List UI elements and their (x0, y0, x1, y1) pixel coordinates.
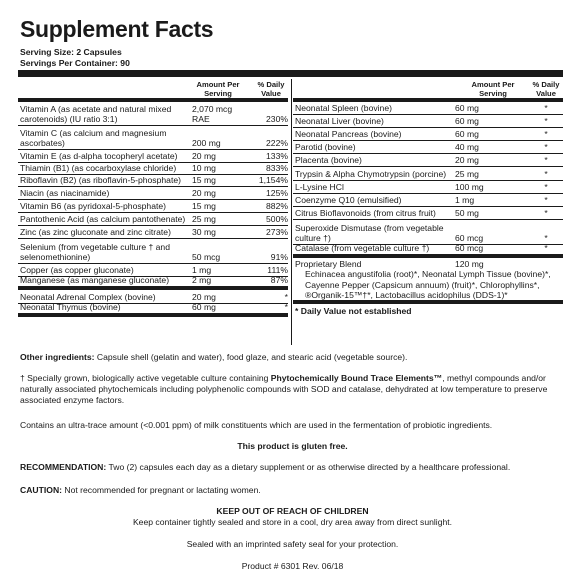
product-number: Product # 6301 Rev. 06/18 (241, 561, 344, 571)
nutrient-name: Vitamin A (as acetate and natural mixed carotenoids) (IU ratio 3:1) (20, 104, 172, 124)
nutrient-name: Zinc (as zinc gluconate and zinc citrate) (20, 227, 171, 237)
blend-amount: 120 mg (455, 259, 484, 269)
caution-text: Not recommended for pregnant or lactating women. (64, 485, 261, 495)
nutrient-amount: 20 mg (192, 188, 216, 198)
nutrient-amount: 10 mg (192, 163, 216, 173)
facts-column-right (293, 79, 563, 316)
nutrient-dv: * (544, 243, 548, 253)
nutrient-dv: * (544, 182, 548, 192)
nutrient-amount: 20 mg (192, 151, 216, 161)
dv-header: % Daily Value (257, 80, 285, 98)
nutrient-amount: 50 mcg (192, 252, 221, 262)
nutrient-row (293, 154, 563, 167)
nutrient-name: Coenzyme Q10 (emulsified) (295, 195, 402, 205)
nutrient-name: Manganese (as manganese gluconate) (20, 275, 170, 285)
nutrient-name: Copper (as copper gluconate) (20, 265, 134, 275)
other-ingredients-text: Capsule shell (gelatin and water), food glaze, and stearic acid (vegetable source). (96, 352, 408, 362)
nutrient-name: Riboflavin (B2) (as riboflavin-5-phosphate) (20, 175, 181, 185)
facts-column-left (18, 79, 288, 317)
nutrient-name: Neonatal Adrenal Complex (bovine) (20, 292, 156, 302)
nutrient-row (18, 200, 288, 213)
nutrient-dv: 273% (266, 227, 288, 237)
nutrient-row (18, 213, 288, 226)
nutrient-amount: 100 mg (455, 182, 484, 192)
nutrient-name: Vitamin E (as d-alpha tocopheryl acetate) (20, 151, 178, 161)
recommendation-label: RECOMMENDATION: (20, 462, 107, 472)
recommendation (20, 462, 565, 473)
sealed-note: Sealed with an imprinted safety seal for your protection. (186, 539, 399, 549)
nutrient-name: Trypsin & Alpha Chymotrypsin (porcine) (295, 169, 447, 179)
nutrient-row (18, 239, 288, 264)
nutrient-name: Thiamin (B1) (as cocarboxylase chloride) (20, 163, 177, 173)
nutrient-name: L-Lysine HCl (295, 182, 344, 192)
serving-size: Serving Size: 2 Capsules (20, 47, 122, 57)
storage-note: Keep container tightly sealed and store in a cool, dry area away from direct sunlight. (132, 517, 453, 527)
nutrient-amount: 40 mg (455, 142, 479, 152)
nutrient-name: Placenta (bovine) (295, 155, 362, 165)
pbte-note-bold: Phytochemically Bound Trace Elements™ (270, 373, 443, 383)
nutrient-row (18, 277, 288, 290)
nutrient-dv: * (544, 155, 548, 165)
blend-ingredients: Echinacea angustifolia (root)*, Neonatal Lymph Tissue (bovine)*, Cayenne Pepper (Capsicum annuum) (fruit)*, Chlorophyllins*, ®Organik-15™†*, Lactobacillus acidophilus (DDS-1)* (305, 269, 551, 300)
nutrient-row (18, 102, 288, 126)
caution (20, 485, 565, 496)
nutrient-row (293, 194, 563, 207)
nutrient-name: Citrus Bioflavonoids (from citrus fruit) (295, 208, 436, 218)
nutrient-amount: 1 mg (192, 265, 212, 275)
nutrient-row (293, 181, 563, 194)
nutrient-dv: * (544, 129, 548, 139)
column-header (293, 79, 563, 102)
nutrient-row (293, 220, 563, 245)
nutrient-name: Neonatal Thymus (bovine) (20, 302, 121, 312)
nutrient-dv: 133% (266, 151, 288, 161)
nutrient-row (293, 102, 563, 115)
nutrient-row (293, 207, 563, 220)
page-title: Supplement Facts (20, 16, 214, 42)
nutrient-dv: 125% (266, 188, 288, 198)
dv-not-established-note: * Daily Value not established (295, 306, 412, 316)
nutrient-amount: 20 mg (192, 292, 216, 302)
pbte-note (20, 373, 565, 406)
nutrient-row (18, 304, 288, 317)
nutrient-dv: 230% (266, 114, 288, 124)
nutrient-amount: 30 mg (192, 227, 216, 237)
nutrient-dv: * (544, 195, 548, 205)
other-ingredients (20, 352, 565, 363)
nutrient-amount: 60 mcg (455, 243, 484, 253)
ultra-trace-note: Contains an ultra-trace amount (<0.001 ppm) of milk constituents which are used in the fermentation of probiotic ingredients. (20, 420, 493, 430)
gluten-free: This product is gluten free. (237, 441, 348, 451)
nutrient-amount: 25 mg (455, 169, 479, 179)
nutrient-amount: 60 mg (455, 129, 479, 139)
nutrient-name: Neonatal Spleen (bovine) (295, 103, 392, 113)
nutrient-name: Selenium (from vegetable culture † and selenomethionine) (20, 242, 170, 262)
nutrient-row (293, 141, 563, 154)
column-divider (291, 79, 292, 345)
nutrient-dv: * (284, 292, 288, 302)
nutrient-dv: * (544, 233, 548, 243)
keep-out-warning: KEEP OUT OF REACH OF CHILDREN (216, 506, 369, 516)
nutrient-name: Neonatal Pancreas (bovine) (295, 129, 402, 139)
other-ingredients-label: Other ingredients: (20, 352, 95, 362)
nutrient-dv: * (544, 208, 548, 218)
nutrient-amount: 20 mg (455, 155, 479, 165)
nutrient-dv: 833% (266, 163, 288, 173)
nutrient-name: Catalase (from vegetable culture †) (295, 243, 430, 253)
nutrient-row (18, 187, 288, 200)
nutrient-name: Parotid (bovine) (295, 142, 356, 152)
nutrient-name: Niacin (as niacinamide) (20, 188, 110, 198)
nutrient-name: Superoxide Dismutase (from vegetable culture †) (295, 223, 444, 243)
proprietary-blend (293, 258, 563, 304)
servings-per-container: Servings Per Container: 90 (20, 58, 130, 68)
nutrient-row (18, 150, 288, 163)
nutrient-dv: 87% (270, 275, 288, 285)
nutrient-dv: 111% (267, 265, 288, 275)
blend-name: Proprietary Blend (295, 259, 362, 269)
nutrient-row (293, 245, 563, 258)
nutrient-amount: 1 mg (455, 195, 475, 205)
nutrient-row (18, 175, 288, 187)
pbte-note-post: , methyl compounds and/or naturally associated phytochemicals including polyphenolic compounds with SOD and catalase, dehydrated at low temperature to preserve associated enzyme factors. (20, 373, 548, 405)
nutrient-name: Vitamin C (as calcium and magnesium ascorbates) (20, 128, 167, 148)
nutrient-amount: 60 mg (455, 103, 479, 113)
dv-header: % Daily Value (532, 80, 560, 98)
recommendation-text: Two (2) capsules each day as a dietary supplement or as otherwise directed by a healthcare professional. (108, 462, 511, 472)
nutrient-dv: 1,154% (258, 175, 288, 185)
caution-label: CAUTION: (20, 485, 63, 495)
amount-header: Amount Per Serving (471, 80, 515, 98)
nutrient-amount: 60 mcg (455, 233, 484, 243)
nutrient-dv: 222% (266, 138, 288, 148)
nutrient-dv: * (544, 142, 548, 152)
column-header (18, 79, 288, 102)
nutrient-amount: 15 mg (192, 175, 216, 185)
nutrient-amount: 200 mg (192, 138, 221, 148)
nutrient-row (293, 128, 563, 141)
nutrient-amount: 60 mg (192, 302, 216, 312)
nutrient-amount: 60 mg (455, 116, 479, 126)
nutrient-dv: * (284, 302, 288, 312)
nutrient-amount: 2,070 mcg RAE (192, 104, 233, 124)
pbte-note-pre: † Specially grown, biologically active vegetable culture containing (20, 373, 271, 383)
nutrient-row (18, 126, 288, 150)
nutrient-dv: * (544, 103, 548, 113)
nutrient-amount: 2 mg (192, 275, 212, 285)
nutrient-dv: 500% (266, 214, 288, 224)
nutrient-amount: 50 mg (455, 208, 479, 218)
nutrient-row (293, 115, 563, 128)
nutrient-dv: * (544, 169, 548, 179)
thick-rule (18, 70, 563, 77)
nutrient-row (18, 163, 288, 175)
nutrient-dv: 882% (266, 201, 288, 211)
nutrient-dv: 91% (270, 252, 288, 262)
nutrient-name: Neonatal Liver (bovine) (295, 116, 384, 126)
nutrient-row (293, 167, 563, 181)
nutrient-amount: 25 mg (192, 214, 216, 224)
nutrient-name: Pantothenic Acid (as calcium pantothenate) (20, 214, 186, 224)
nutrient-row (18, 226, 288, 239)
amount-header: Amount Per Serving (196, 80, 240, 98)
nutrient-name: Vitamin B6 (as pyridoxal-5-phosphate) (20, 201, 167, 211)
nutrient-amount: 15 mg (192, 201, 216, 211)
nutrient-dv: * (544, 116, 548, 126)
